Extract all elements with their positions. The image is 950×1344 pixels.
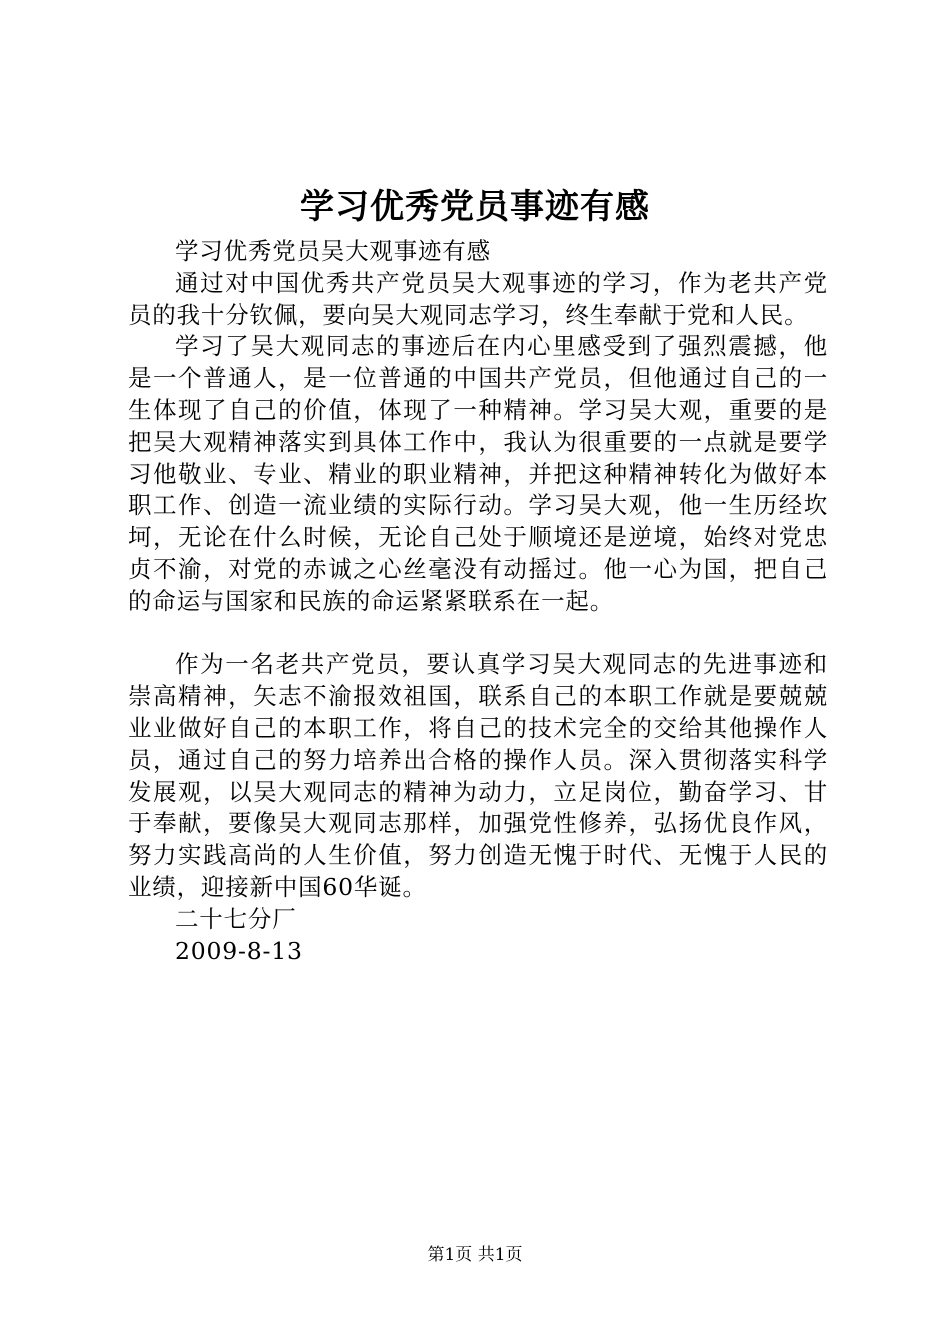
paragraph-3: 作为一名老共产党员，要认真学习吴大观同志的先进事迹和崇高精神，矢志不渝报效祖国，联系自己的本职工作就是要兢兢业业做好自己的本职工作，将自己的技术完全的交给其他操作人员，通过自己的努力培养出合格的操作人员。深入贯彻落实科学发展观，以吴大观同志的精神为动力，立足岗位，勤奋学习、甘于奉献，要像吴大观同志那样，加强党性修养，弘扬优良作风，努力实践高尚的人生价值，努力创造无愧于时代、无愧于人民的业绩，迎接新中国60华诞。	[128, 650, 828, 901]
paragraph-1: 通过对中国优秀共产党员吴大观事迹的学习，作为老共产党员的我十分钦佩，要向吴大观同志学习，终生奉献于党和人民。	[128, 268, 828, 329]
page-footer: 第1页 共1页	[427, 1245, 523, 1265]
paragraph-2: 学习了吴大观同志的事迹后在内心里感受到了强烈震撼，他是一个普通人，是一位普通的中国共产党员，但他通过自己的一生体现了自己的价值，体现了一种精神。学习吴大观，重要的是把吴大观精神落实到具体工作中，我认为很重要的一点就是要学习他敬业、专业、精业的职业精神，并把这种精神转化为做好本职工作、创造一流业绩的实际行动。学习吴大观，他一生历经坎坷，无论在什么时候，无论自己处于顺境还是逆境，始终对党忠贞不渝，对党的赤诚之心丝毫没有动摇过。他一心为国，把自己的命运与国家和民族的命运紧紧联系在一起。	[128, 332, 828, 615]
date: 2009-8-13	[175, 936, 303, 965]
document-subtitle: 学习优秀党员吴大观事迹有感	[175, 237, 491, 265]
document-title: 学习优秀党员事迹有感	[300, 187, 650, 227]
signature: 二十七分厂	[175, 904, 297, 933]
document-body	[128, 236, 828, 967]
